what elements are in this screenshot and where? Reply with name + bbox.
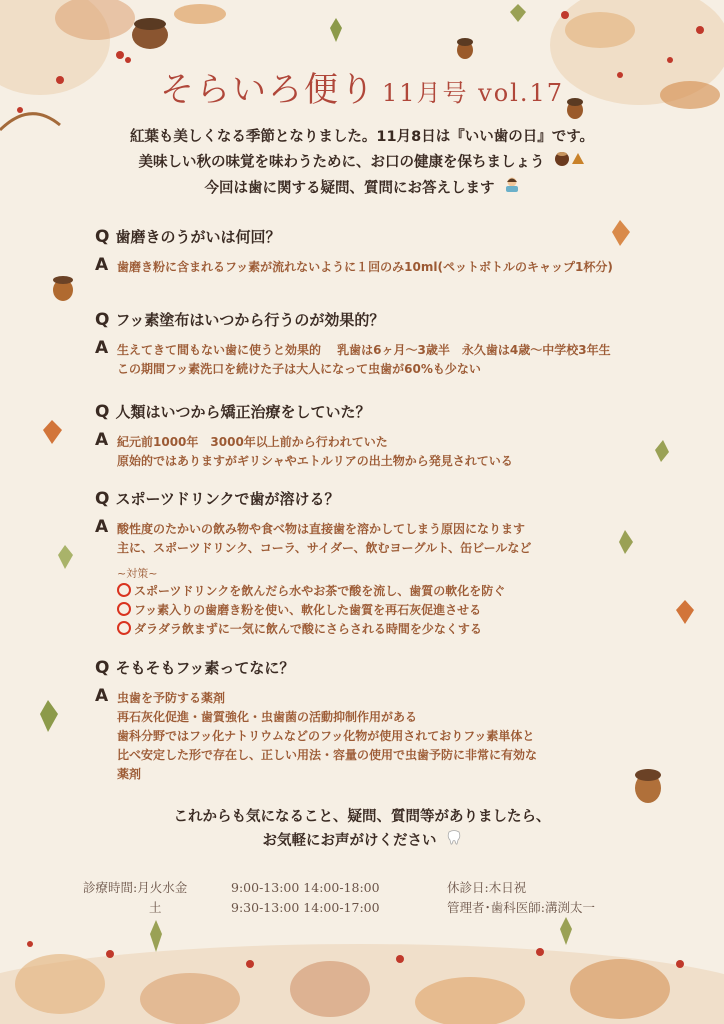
closing-message xyxy=(0,805,724,853)
tooth-icon xyxy=(446,829,462,853)
answer-line: 原始的ではありますがギリシャやエトルリアの出土物から発見されている xyxy=(117,454,513,468)
question: Q そもそもフッ素ってなに？ xyxy=(95,658,295,678)
countermeasures xyxy=(95,566,695,639)
answer-line: 紀元前1000年 3000年以上前から行われていた xyxy=(117,435,388,449)
hours-time: 9:30-13:00 14:00-17:00 xyxy=(231,900,380,915)
qa-item xyxy=(95,401,695,471)
red-circle-icon xyxy=(117,583,131,597)
answer: A 酸性度のたかいの飲み物や食べ物は直接歯を溶かしてしまう原因になります 主に、スポーツドリンク、コーラ、サイダー、飲むヨーグルト、缶ビールなど xyxy=(95,520,695,558)
closing-line: これからも気になること、疑問、質問等がありましたら、 xyxy=(173,809,551,825)
question: Q 人類はいつから矯正治療をしていた？ xyxy=(95,402,371,422)
autumn-leaves-bottom-decoration xyxy=(0,914,724,1024)
answer: A 虫歯を予防する薬剤 再石灰化促進・歯質強化・虫歯菌の活動抑制作用がある 歯科分野ではフッ化ナトリウムなどのフッ化物が使用されておりフッ素単体と 比べ安定した形で存在し、正しい用法・容量の使用で虫歯予防に非常に有効な 薬剤 xyxy=(95,689,695,784)
qa-item xyxy=(95,309,695,379)
question: Q フッ素塗布はいつから行うのが効果的？ xyxy=(95,310,385,330)
hours-row xyxy=(83,878,595,898)
answer-line: この期間フッ素洗口を続けた子は大人になって虫歯が60%も少ない xyxy=(117,362,481,376)
chestnut-and-leaf-icon xyxy=(554,150,586,175)
intro-line: 美味しい秋の味覚を味わうために、お口の健康を保ちましょう xyxy=(0,150,724,176)
closed-days: 休診日:木日祝 xyxy=(447,880,527,895)
doctor-icon xyxy=(504,176,520,201)
countermeasure-item: フッ素入りの歯磨き粉を使い、軟化した歯質を再石灰促進させる xyxy=(117,601,695,620)
hours-days: 土 xyxy=(149,900,162,915)
answer-line: 主に、スポーツドリンク、コーラ、サイダー、飲むヨーグルト、缶ビールなど xyxy=(117,541,532,555)
answer-line: 酸性度のたかいの飲み物や食べ物は直接歯を溶かしてしまう原因になります xyxy=(117,522,526,536)
answer: A 生えてきて間もない歯に使うと効果的 乳歯は6ヶ月〜3歳半 永久歯は4歳〜中学校3年生 この期間フッ素洗口を続けた子は大人になって虫歯が60%も少ない xyxy=(95,341,695,379)
intro-line: 紅葉も美しくなる季節となりました。11月8日は『いい歯の日』です。 xyxy=(129,129,595,145)
answer: A 紀元前1000年 3000年以上前から行われていた 原始的ではありますがギリシャやエトルリアの出土物から発見されている xyxy=(95,433,695,471)
question: Q 歯磨きのうがいは何回？ xyxy=(95,227,281,247)
answer-line: 再石灰化促進・歯質強化・虫歯菌の活動抑制作用がある xyxy=(117,710,418,724)
answer-line: 虫歯を予防する薬剤 xyxy=(117,691,226,705)
manager: 管理者･歯科医師:溝渕太一 xyxy=(447,900,595,915)
title-issue: 11月号 vol.17 xyxy=(381,79,565,107)
countermeasure-item: ダラダラ飲まずに一気に飲んで酸にさらされる時間を少なくする xyxy=(117,620,695,639)
hours-time: 9:00-13:00 14:00-18:00 xyxy=(231,880,380,895)
answer-line: 比べ安定した形で存在し、正しい用法・容量の使用で虫歯予防に非常に有効な xyxy=(117,748,538,762)
qa-item xyxy=(95,488,695,639)
qa-item xyxy=(95,657,695,784)
intro-text xyxy=(0,125,724,201)
red-circle-icon xyxy=(117,602,131,616)
answer-line: 生えてきて間もない歯に使うと効果的 乳歯は6ヶ月〜3歳半 永久歯は4歳〜中学校3年生 xyxy=(117,343,611,357)
intro-line: 今回は歯に関する疑問、質問にお答えします xyxy=(0,176,724,202)
newsletter-title xyxy=(0,62,724,111)
red-circle-icon xyxy=(117,621,131,635)
title-main: そらいろ便り xyxy=(159,70,376,110)
closing-line: お気軽にお声がけください xyxy=(0,829,724,853)
answer-line: 歯科分野ではフッ化ナトリウムなどのフッ化物が使用されておりフッ素単体と xyxy=(117,729,535,743)
question: Q スポーツドリンクで歯が溶ける？ xyxy=(95,489,340,509)
answer-line: 薬剤 xyxy=(117,767,142,781)
countermeasures-heading: ~対策~ xyxy=(117,567,158,580)
qa-item xyxy=(95,226,695,277)
answer-line: 歯磨き粉に含まれるフッ素が流れないように１回のみ10ml(ペットボトルのキャップ1杯分) xyxy=(117,260,613,274)
clinic-hours xyxy=(83,878,595,918)
hours-days: 診療時間:月火水金 xyxy=(83,880,188,895)
countermeasure-item: スポーツドリンクを飲んだら水やお茶で酸を流し、歯質の軟化を防ぐ xyxy=(117,582,695,601)
answer: A 歯磨き粉に含まれるフッ素が流れないように１回のみ10ml(ペットボトルのキャップ1杯分) xyxy=(95,258,695,277)
hours-row xyxy=(83,898,595,918)
